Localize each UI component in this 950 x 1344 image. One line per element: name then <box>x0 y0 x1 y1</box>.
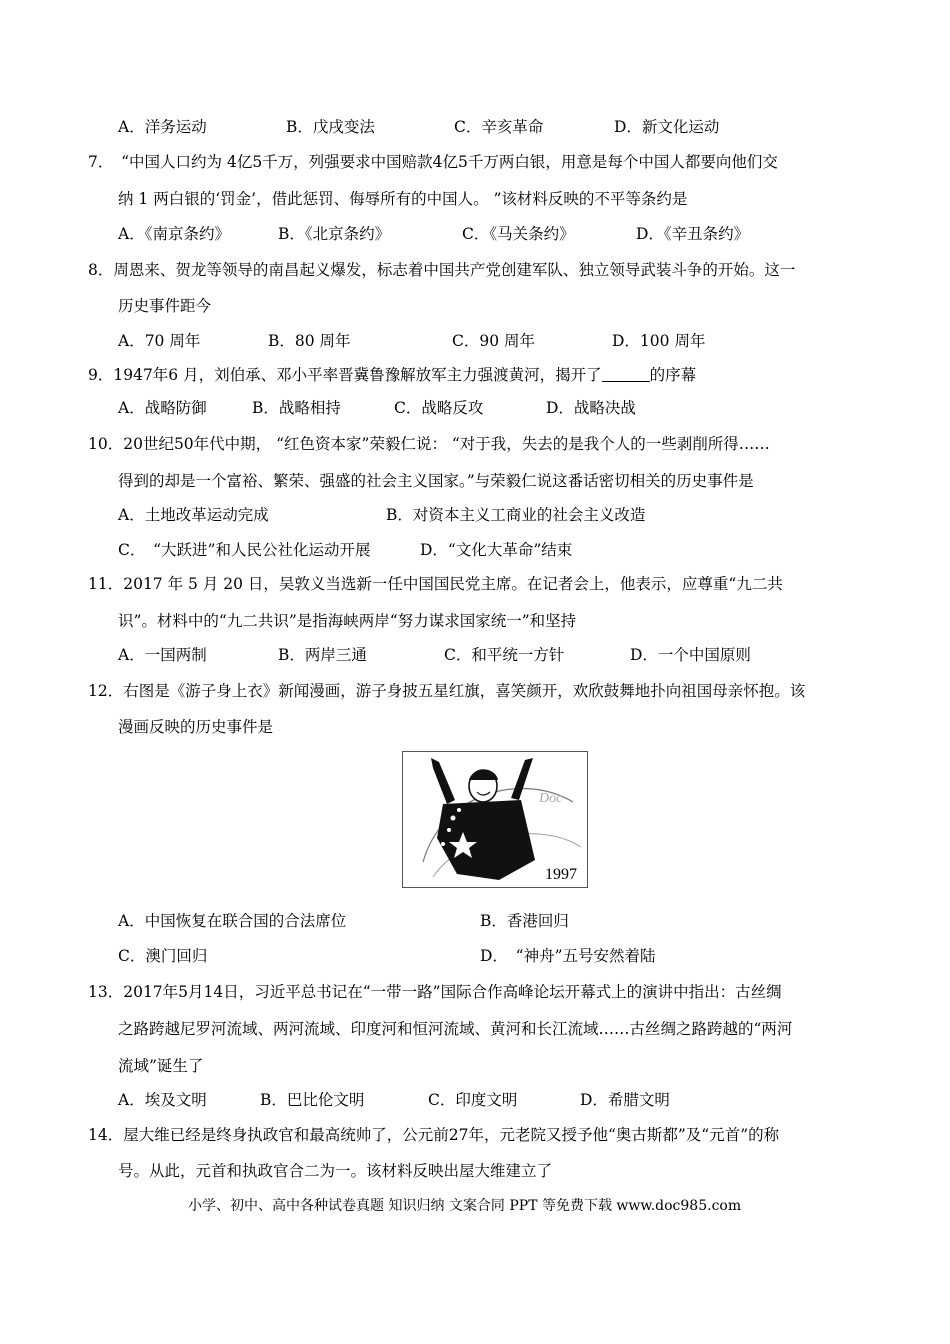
q9-stem <box>88 365 696 385</box>
option-d: D．战略决战 <box>546 399 636 417</box>
q12-line-2: 漫画反映的历史事件是 <box>118 718 274 736</box>
option-d: D．新文化运动 <box>614 118 720 136</box>
option-c: C．和平统一方针 <box>444 646 565 664</box>
q10-line-1: 10．20世纪50年代中期， “红色资本家”荣毅仁说： “对于我，失去的是我个人的一些剥削所得…… <box>88 435 770 453</box>
option-b: B．《北京条约》 <box>278 225 391 243</box>
q10-options-row-2 <box>118 540 838 560</box>
q12-options-row-2 <box>118 946 838 966</box>
option-a: A．洋务运动 <box>118 118 207 136</box>
option-c: C．90 周年 <box>452 332 536 350</box>
q9-options <box>118 398 838 418</box>
option-d: D．100 周年 <box>612 332 706 350</box>
q14-line-2: 号。从此，元首和执政官合二为一。该材料反映出屋大维建立了 <box>118 1162 553 1180</box>
option-d: D．《辛丑条约》 <box>636 225 750 243</box>
q13-line-1: 13．2017年5月14日，习近平总书记在“一带一路”国际合作高峰论坛开幕式上的演讲中指出：古丝绸 <box>88 983 782 1001</box>
q7-line-2: 纳 1 两白银的‘罚金’，借此惩罚、侮辱所有的中国人。 ”该材料反映的不平等条约是 <box>118 190 688 208</box>
q12-options-row-1 <box>118 911 838 931</box>
cartoon-year: 1997 <box>545 866 577 883</box>
option-c: C．《马关条约》 <box>462 225 575 243</box>
option-c: C．辛亥革命 <box>454 118 544 136</box>
option-a: A．战略防御 <box>118 399 207 417</box>
option-c: C．澳门回归 <box>118 947 208 965</box>
option-c: C． “大跃进”和人民公社化运动开展 <box>118 541 371 559</box>
q8-line-1: 8．周恩来、贺龙等领导的南昌起义爆发，标志着中国共产党创建军队、独立领导武装斗争的开始。这一 <box>88 261 796 279</box>
page-footer: 小学、初中、高中各种试卷真题 知识归纳 文案合同 PPT 等免费下载 www.doc985.com <box>188 1198 742 1214</box>
q11-options <box>118 645 838 665</box>
q11-line-1: 11．2017 年 5 月 20 日，吴敦义当选新一任中国国民党主席。在记者会上，他表示，应尊重“九二共 <box>88 575 783 593</box>
q9-stem-after: 的序幕 <box>649 366 697 384</box>
q8-line-2: 历史事件距今 <box>118 297 212 315</box>
option-a: A．埃及文明 <box>118 1091 207 1109</box>
q10-line-2: 得到的却是一个富裕、繁荣、强盛的社会主义国家。”与荣毅仁说这番话密切相关的历史事件是 <box>118 472 754 490</box>
option-d: D． “神舟”五号安然着陆 <box>480 947 656 965</box>
cartoon-figure <box>402 751 588 888</box>
answer-blank <box>602 367 650 382</box>
option-c: C．印度文明 <box>428 1091 518 1109</box>
q9-stem-before: 9．1947年6 月，刘伯承、邓小平率晋冀鲁豫解放军主力强渡黄河，揭开了 <box>88 366 602 384</box>
option-a: A．中国恢复在联合国的合法席位 <box>118 912 347 930</box>
option-a: A．土地改革运动完成 <box>118 506 269 524</box>
option-b: B．香港回归 <box>480 912 569 930</box>
q10-options-row-1 <box>118 505 838 525</box>
q8-options <box>118 331 838 351</box>
option-a: A．《南京条约》 <box>118 225 230 243</box>
q13-line-2: 之路跨越尼罗河流域、两河流域、印度河和恒河流域、黄河和长江流域……古丝绸之路跨越的“两河 <box>118 1020 793 1038</box>
option-b: B．80 周年 <box>268 332 351 350</box>
svg-text:Doc: Doc <box>539 791 563 806</box>
option-b: B．戊戌变法 <box>286 118 375 136</box>
q6-options <box>118 117 838 137</box>
q13-line-3: 流域”诞生了 <box>118 1057 204 1075</box>
option-d: D．一个中国原则 <box>630 646 751 664</box>
option-a: A．70 周年 <box>118 332 201 350</box>
q11-line-2: 识”。材料中的“九二共识”是指海峡两岸“努力谋求国家统一”和坚持 <box>118 612 577 630</box>
option-c: C．战略反攻 <box>394 399 484 417</box>
option-b: B．巴比伦文明 <box>260 1091 365 1109</box>
option-b: B．对资本主义工商业的社会主义改造 <box>386 506 646 524</box>
option-b: B．两岸三通 <box>278 646 367 664</box>
q14-line-1: 14．屋大维已经是终身执政官和最高统帅了，公元前27年，元老院又授予他“奥古斯都”及“元首”的称 <box>88 1126 780 1144</box>
option-d: D．希腊文明 <box>580 1091 670 1109</box>
q13-options <box>118 1090 838 1110</box>
option-a: A．一国两制 <box>118 646 207 664</box>
option-b: B．战略相持 <box>252 399 341 417</box>
q12-line-1: 12．右图是《游子身上衣》新闻漫画，游子身披五星红旗，喜笑颜开，欢欣鼓舞地扑向祖国母亲怀抱。该 <box>88 682 806 700</box>
q7-line-1: 7． “中国人口约为 4亿5千万，列强要求中国赔款4亿5千万两白银，用意是每个中国人都要向他们交 <box>88 153 778 171</box>
q7-options <box>118 224 838 244</box>
option-d: D．“文化大革命”结束 <box>420 541 573 559</box>
